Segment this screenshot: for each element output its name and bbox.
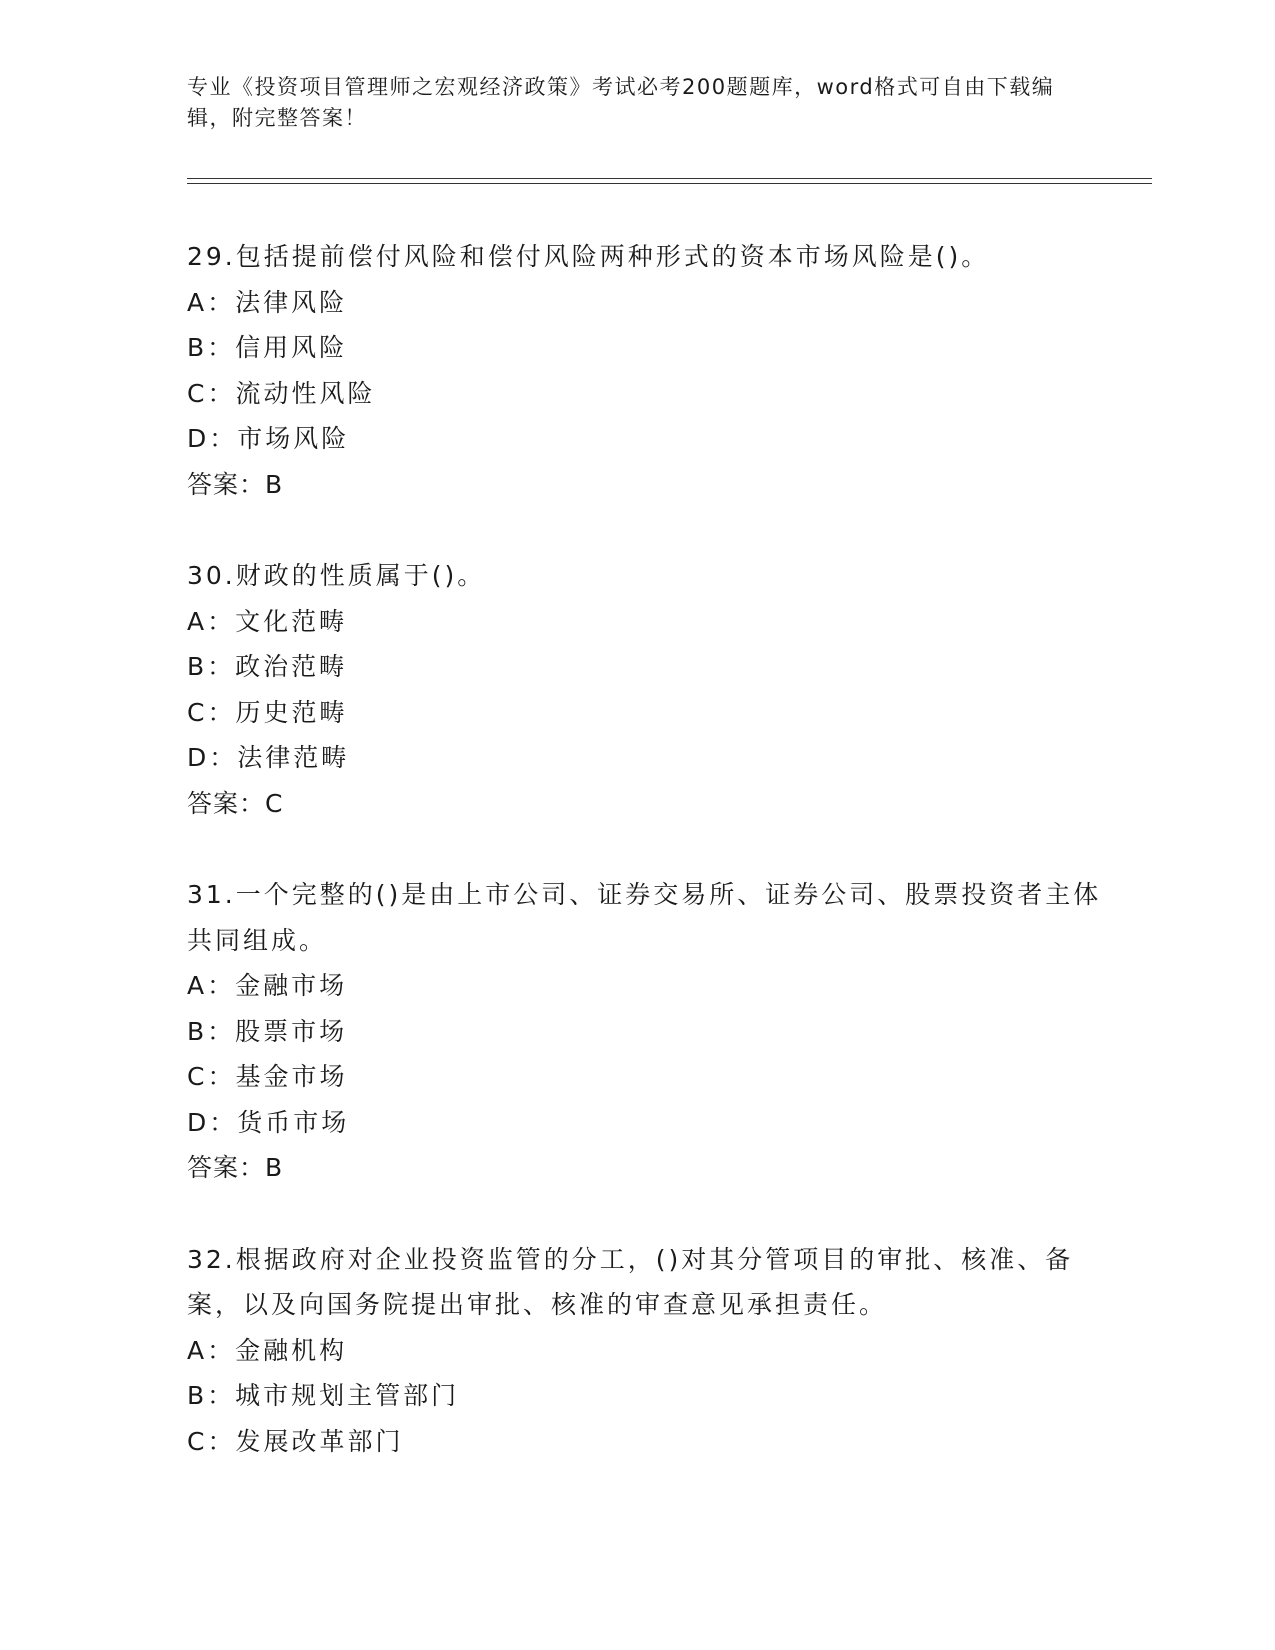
header-rule-top	[187, 178, 1152, 179]
option-d: D：货币市场	[187, 1107, 350, 1137]
option-c: C：基金市场	[187, 1062, 348, 1091]
option-a: A：文化范畴	[187, 606, 348, 636]
option-d: D：市场风险	[187, 424, 350, 453]
option-a: A：金融机构	[187, 1335, 348, 1365]
header-rule-bottom	[187, 183, 1152, 184]
question-32	[187, 1237, 1107, 1465]
document-header: 专业《投资项目管理师之宏观经济政策》考试必考200题题库，word格式可自由下载编辑，附完整答案！	[187, 75, 1055, 130]
question-stem: 31.一个完整的()是由上市公司、证券交易所、证券公司、股票投资者主体共同组成。	[187, 880, 1102, 955]
question-31	[187, 872, 1107, 1191]
option-b: B：股票市场	[187, 1016, 348, 1046]
answer-line: 答案：C	[187, 788, 284, 818]
option-b: B：城市规划主管部门	[187, 1381, 460, 1410]
answer-line: 答案：B	[187, 469, 284, 499]
question-30	[187, 553, 1107, 826]
option-c: C：发展改革部门	[187, 1426, 404, 1456]
option-b: B：政治范畴	[187, 652, 348, 681]
option-d: D：法律范畴	[187, 743, 350, 772]
option-b: B：信用风险	[187, 333, 348, 362]
question-list	[187, 234, 1107, 1510]
answer-line: 答案：B	[187, 1153, 284, 1182]
option-a: A：法律风险	[187, 287, 348, 317]
question-stem: 29.包括提前偿付风险和偿付风险两种形式的资本市场风险是()。	[187, 242, 990, 271]
question-stem: 30.财政的性质属于()。	[187, 561, 486, 590]
option-c: C：流动性风险	[187, 378, 376, 408]
question-stem: 32.根据政府对企业投资监管的分工，()对其分管项目的审批、核准、备案，以及向国务院提出审批、核准的审查意见承担责任。	[187, 1244, 1074, 1319]
question-29	[187, 234, 1107, 507]
option-a: A：金融市场	[187, 971, 348, 1000]
option-c: C：历史范畴	[187, 697, 348, 727]
